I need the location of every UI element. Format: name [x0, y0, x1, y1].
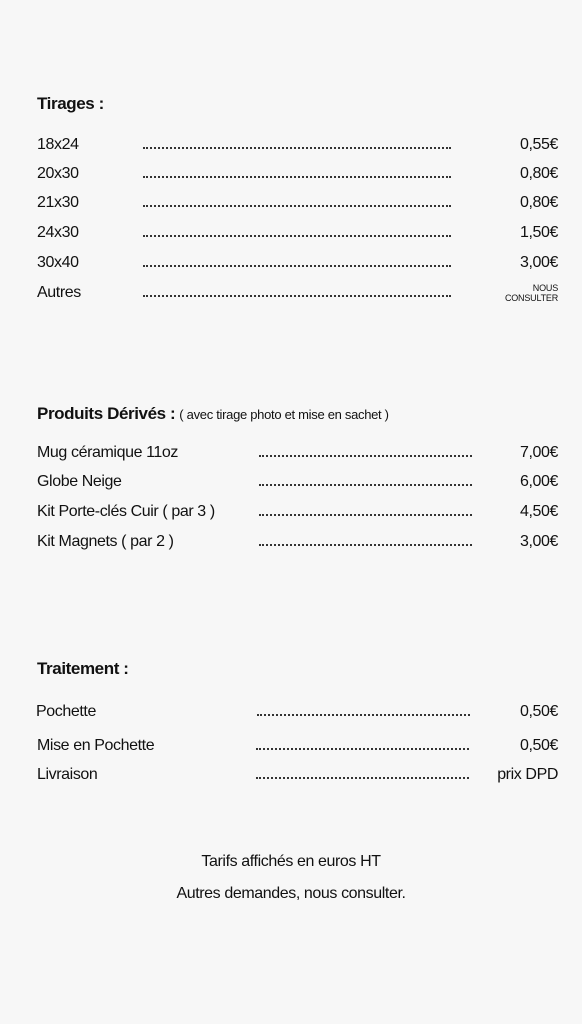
- price-row: [0, 702, 582, 726]
- item-price: 4,50€: [519, 503, 558, 520]
- price-row: [0, 472, 582, 496]
- item-label: Autres: [37, 284, 81, 301]
- dotted-leader: [259, 514, 472, 516]
- item-price: 0,50€: [519, 737, 558, 754]
- dotted-leader: [143, 235, 451, 237]
- price-row: [0, 736, 582, 760]
- item-label: 18x24: [37, 136, 79, 153]
- price-row: [0, 223, 582, 247]
- price-row: [0, 532, 582, 556]
- dotted-leader: [259, 484, 472, 486]
- item-price: 6,00€: [519, 473, 558, 490]
- dotted-leader: [259, 544, 472, 546]
- section-title-traitement: Traitement :: [37, 659, 129, 678]
- item-label: Pochette: [36, 703, 96, 720]
- item-price: 7,00€: [519, 444, 558, 461]
- item-label: 21x30: [37, 194, 79, 211]
- item-label: 30x40: [37, 254, 79, 271]
- footer-line-tarifs: Tarifs affichés en euros HT: [201, 853, 381, 870]
- item-label: Livraison: [37, 766, 98, 783]
- item-label: 24x30: [37, 224, 79, 241]
- price-row: [0, 164, 582, 188]
- dotted-leader: [256, 748, 469, 750]
- section-note: ( avec tirage photo et mise en sachet ): [179, 407, 389, 422]
- section-title-produits-derives: [37, 404, 389, 424]
- item-price: 0,80€: [519, 165, 558, 182]
- item-price: 1,50€: [519, 224, 558, 241]
- consult-line-1: NOUS: [532, 283, 558, 293]
- item-label: Kit Porte-clés Cuir ( par 3 ): [37, 503, 215, 520]
- dotted-leader: [257, 714, 470, 716]
- item-label: Mise en Pochette: [37, 737, 155, 754]
- section-title-text: Produits Dérivés :: [37, 404, 176, 423]
- item-label: Mug céramique 11oz: [37, 444, 179, 461]
- dotted-leader: [143, 147, 451, 149]
- dotted-leader: [143, 295, 451, 297]
- price-row: [0, 283, 582, 307]
- consult-line-2: CONSULTER: [504, 293, 558, 303]
- section-title-tirages: Tirages :: [37, 94, 104, 113]
- price-row: [0, 443, 582, 467]
- item-price: 3,00€: [519, 533, 558, 550]
- item-price: 0,55€: [519, 136, 558, 153]
- price-row: [0, 135, 582, 159]
- footer-line-demandes: Autres demandes, nous consulter.: [176, 885, 406, 902]
- price-row: [0, 253, 582, 277]
- dotted-leader: [143, 205, 451, 207]
- dotted-leader: [256, 777, 469, 779]
- price-row: [0, 193, 582, 217]
- item-label: Kit Magnets ( par 2 ): [37, 533, 174, 550]
- item-label: Globe Neige: [37, 473, 122, 490]
- price-row: [0, 502, 582, 526]
- item-price: prix DPD: [497, 766, 558, 783]
- dotted-leader: [143, 176, 451, 178]
- price-row: [0, 765, 582, 789]
- dotted-leader: [259, 455, 472, 457]
- item-price: 3,00€: [519, 254, 558, 271]
- dotted-leader: [143, 265, 451, 267]
- item-price: 0,80€: [519, 194, 558, 211]
- item-label: 20x30: [37, 165, 79, 182]
- item-price: 0,50€: [519, 703, 558, 720]
- item-price-consult: [505, 283, 558, 303]
